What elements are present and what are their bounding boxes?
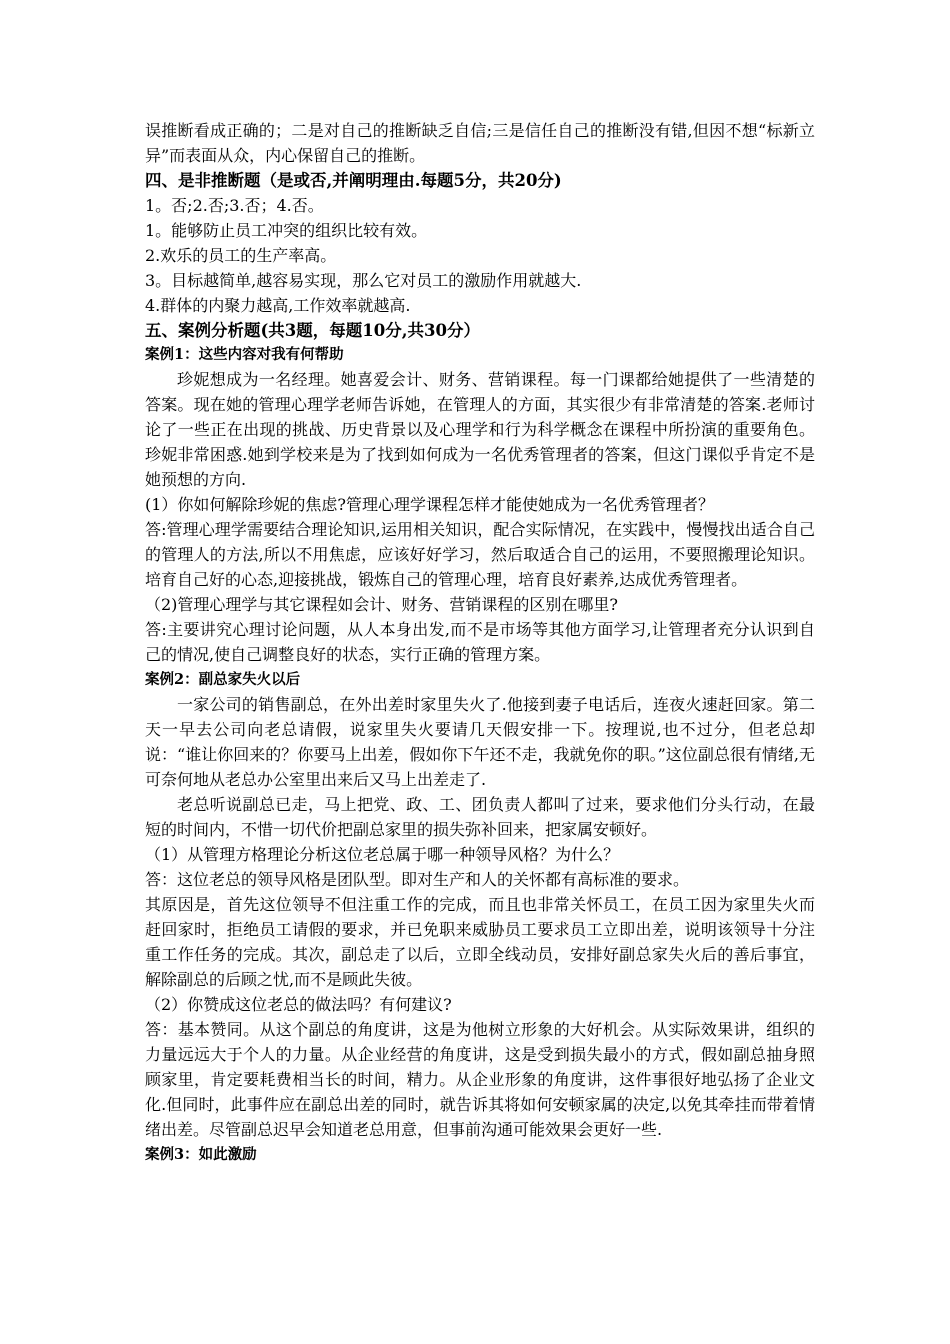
case2-answer1: 答：这位老总的领导风格是团队型。即对生产和人的关怀都有高标准的要求。 xyxy=(145,870,690,889)
section4-heading: 四、是非推断题（是或否,并阐明理由.每题5分，共20分) xyxy=(145,171,562,190)
case2-question1: （1）从管理方格理论分析这位老总属于哪一种领导风格？为什么？ xyxy=(145,845,620,864)
section4-item: 1。能够防止员工冲突的组织比较有效。 xyxy=(145,221,428,240)
section4-item: 4.群体的内聚力越高,工作效率就越高. xyxy=(145,296,411,315)
document-page xyxy=(145,118,815,1167)
case2-question2: （2）你赞成这位老总的做法吗？有何建议? xyxy=(145,995,452,1014)
section4-item: 2.欢乐的员工的生产率高。 xyxy=(145,246,337,265)
case2-answer1-reason: 其原因是，首先这位领导不但注重工作的完成，而且也非常关怀员工，在员工因为家里失火而赶回家时，拒绝员工请假的要求，并已免职来威胁员工要求员工立即出差，说明该领导十分注重工作任务的完成。其次，副总走了以后，立即全线动员，安排好副总家失火后的善后事宜，解除副总的后顾之忧,而不是顾此失彼。 xyxy=(145,895,815,989)
case1-question2: （2)管理心理学与其它课程如会计、财务、营销课程的区别在哪里? xyxy=(145,595,619,614)
case1-answer2: 答:主要讲究心理讨论问题，从人本身出发,而不是市场等其他方面学习,让管理者充分认识到自己的情况,使自己调整良好的状态，实行正确的管理方案。 xyxy=(145,620,815,664)
case1-question1: (1）你如何解除珍妮的焦虑?管理心理学课程怎样才能使她成为一名优秀管理者？ xyxy=(145,495,715,514)
case2-answer2: 答：基本赞同。从这个副总的角度讲，这是为他树立形象的大好机会。从实际效果讲，组织的力量远远大于个人的力量。从企业经营的角度讲，这是受到损失最小的方式，假如副总抽身照顾家里，肯定要耗费相当长的时间，精力。从企业形象的角度讲，这件事很好地弘扬了企业文化.但同时，此事件应在副总出差的同时，就告诉其将如何安顿家属的决定,以免其牵挂而带着情绪出差。尽管副总迟早会知道老总用意，但事前沟通可能效果会更好一些. xyxy=(145,1020,815,1139)
case2-body2: 老总听说副总已走，马上把党、政、工、团负责人都叫了过来，要求他们分头行动，在最短的时间内，不惜一切代价把副总家里的损失弥补回来，把家属安顿好。 xyxy=(145,795,815,839)
section4-answers: 1。否;2.否;3.否；4.否。 xyxy=(145,196,324,215)
section4-item: 3。目标越简单,越容易实现，那么它对员工的激励作用就越大. xyxy=(145,271,582,290)
case1-answer1: 答:管理心理学需要结合理论知识,运用相关知识，配合实际情况，在实践中，慢慢找出适合自己的管理人的方法,所以不用焦虑，应该好好学习，然后取适合自己的运用，不要照搬理论知识。培育自己好的心态,迎接挑战，锻炼自己的管理心理，培育良好素养,达成优秀管理者。 xyxy=(145,520,815,589)
section5-heading: 五、案例分析题(共3题，每题10分,共30分） xyxy=(145,321,480,340)
intro-paragraph: 误推断看成正确的；二是对自己的推断缺乏自信;三是信任自己的推断没有错,但因不想“标新立异”而表面从众，内心保留自己的推断。 xyxy=(145,121,815,165)
case2-body1: 一家公司的销售副总，在外出差时家里失火了.他接到妻子电话后，连夜火速赶回家。第二天一早去公司向老总请假，说家里失火要请几天假安排一下。按理说,也不过分，但老总却说：“谁让你回来的？你要马上出差，假如你下午还不走，我就免你的职。”这位副总很有情绪,无可奈何地从老总办公室里出来后又马上出差走了. xyxy=(145,695,815,789)
case3-title: 案例3：如此激励 xyxy=(145,1146,257,1163)
case1-title: 案例1：这些内容对我有何帮助 xyxy=(145,346,344,363)
case1-body: 珍妮想成为一名经理。她喜爱会计、财务、营销课程。每一门课都给她提供了一些清楚的答案。现在她的管理心理学老师告诉她，在管理人的方面，其实很少有非常清楚的答案.老师讨论了一些正在出现的挑战、历史背景以及心理学和行为科学概念在课程中所扮演的重要角色。珍妮非常困惑.她到学校来是为了找到如何成为一名优秀管理者的答案，但这门课似乎肯定不是她预想的方向. xyxy=(145,370,815,489)
case2-title: 案例2：副总家失火以后 xyxy=(145,671,301,688)
